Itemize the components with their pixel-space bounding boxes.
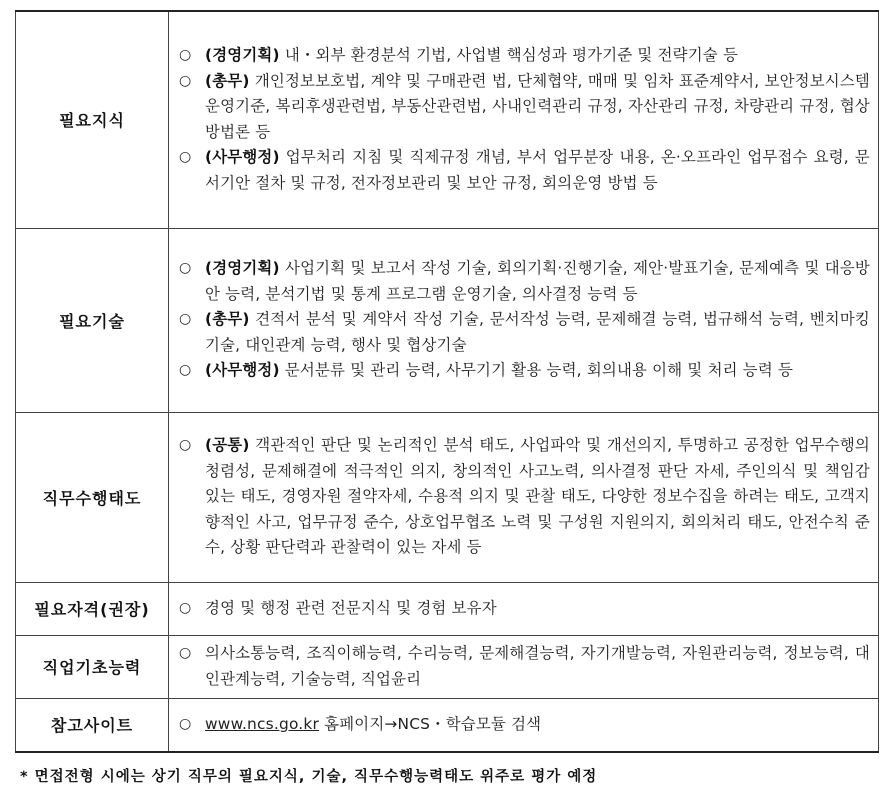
list-item: [179, 433, 870, 561]
category-label: (총무): [205, 310, 250, 329]
row-content: [169, 698, 879, 752]
row-label: 참고사이트: [16, 698, 169, 752]
list-item: [179, 641, 870, 692]
list-item: [179, 307, 870, 358]
list-item: [179, 596, 870, 622]
item-text: 업무처리 지침 및 직제규정 개념, 부서 업무분장 내용, 온·오프라인 업무접수 요령, 문서기안 절차 및 규정, 전자정보관리 및 보안 규정, 회의운영 방법 등: [205, 148, 870, 192]
row-content: [169, 11, 879, 228]
bullet-icon: ○: [179, 362, 192, 379]
list-item: [179, 712, 870, 738]
list-item: [179, 145, 870, 196]
row-content: [169, 412, 879, 582]
job-spec-table: [15, 10, 879, 753]
category-label: (공통): [205, 436, 250, 455]
row-content: [169, 635, 879, 698]
row-required-skills: [16, 228, 879, 412]
bullet-icon: ○: [179, 72, 192, 89]
bullet-icon: ○: [179, 311, 192, 328]
list-item: [179, 358, 870, 384]
ncs-site-link[interactable]: www.ncs.go.kr: [205, 714, 320, 733]
row-label: 필요기술: [16, 228, 169, 412]
bullet-icon: ○: [179, 437, 192, 454]
bullet-icon: ○: [179, 715, 192, 732]
row-recommended-qualification: [16, 582, 879, 635]
item-text: 의사소통능력, 조직이해능력, 수리능력, 문제해결능력, 자기개발능력, 자원관리능력, 정보능력, 대인관계능력, 기술능력, 직업윤리: [205, 643, 870, 688]
row-required-knowledge: [16, 11, 879, 228]
row-reference-site: [16, 698, 879, 752]
row-content: [169, 228, 879, 412]
row-work-attitude: [16, 412, 879, 582]
row-label: 필요지식: [16, 11, 169, 228]
category-label: (사무행정): [205, 361, 280, 380]
item-text: 사업기획 및 보고서 작성 기술, 회의기획·진행기술, 제안·발표기술, 문제예측 및 대응방안 능력, 분석기법 및 통계 프로그램 운영기술, 의사결정 능력 등: [205, 259, 870, 303]
category-label: (사무행정): [205, 148, 280, 167]
row-content: [169, 582, 879, 635]
bullet-icon: ○: [179, 644, 192, 661]
category-label: (경영기획): [205, 45, 280, 64]
item-text: 개인정보보호법, 계약 및 구매관련 법, 단체협약, 매매 및 임차 표준계약서, 보안정보시스템 운영기준, 복리후생관련법, 부동산관련법, 사내인력관리 규정, 자산관리 규정, 차량관리 규정, 협상방법론 등: [205, 71, 870, 141]
item-text: 문서분류 및 관리 능력, 사무기기 활용 능력, 회의내용 이해 및 처리 능력 등: [279, 361, 794, 380]
item-text: 견적서 분석 및 계약서 작성 기술, 문서작성 능력, 문제해결 능력, 법규해석 능력, 벤치마킹 기술, 대인관계 능력, 행사 및 협상기술: [205, 310, 870, 354]
item-text: 경영 및 행정 관련 전문지식 및 경험 보유자: [205, 598, 497, 617]
list-item: [179, 69, 870, 146]
item-text: 객관적인 판단 및 논리적인 분석 태도, 사업파악 및 개선의지, 투명하고 공정한 업무수행의 청렴성, 문제해결에 적극적인 의지, 창의적인 사고노력, 의사결정 판단 자세, 주인의식 및 책임감 있는 태도, 경영자원 절약자세, 수용적 의지 및 관찰 태도, 다양한 정보수집을 하려는 태도, 고객지향적인 사고, 업무규정 준수, 상호업무협조 노력 및 구성원 지원의지, 회의처리 태도, 안전수칙 준수, 상황 판단력과 관찰력이 있는 자세 등: [205, 436, 870, 557]
row-label: 직업기초능력: [16, 635, 169, 698]
bullet-icon: ○: [179, 46, 192, 63]
row-label: 직무수행태도: [16, 412, 169, 582]
item-text: 내・외부 환경분석 기법, 사업별 핵심성과 평가기준 및 전략기술 등: [279, 45, 739, 64]
row-basic-competencies: [16, 635, 879, 698]
bullet-icon: ○: [179, 149, 192, 166]
category-label: (경영기획): [205, 259, 280, 278]
item-text: 홈페이지→NCS・학습모듈 검색: [319, 714, 542, 733]
category-label: (총무): [205, 71, 250, 90]
list-item: [179, 256, 870, 307]
row-label: 필요자격(권장): [16, 582, 169, 635]
evaluation-footnote: * 면접전형 시에는 상기 직무의 필요지식, 기술, 직무수행능력태도 위주로 평가 예정: [20, 769, 598, 785]
bullet-icon: ○: [179, 599, 192, 616]
list-item: [179, 43, 870, 69]
bullet-icon: ○: [179, 260, 192, 277]
